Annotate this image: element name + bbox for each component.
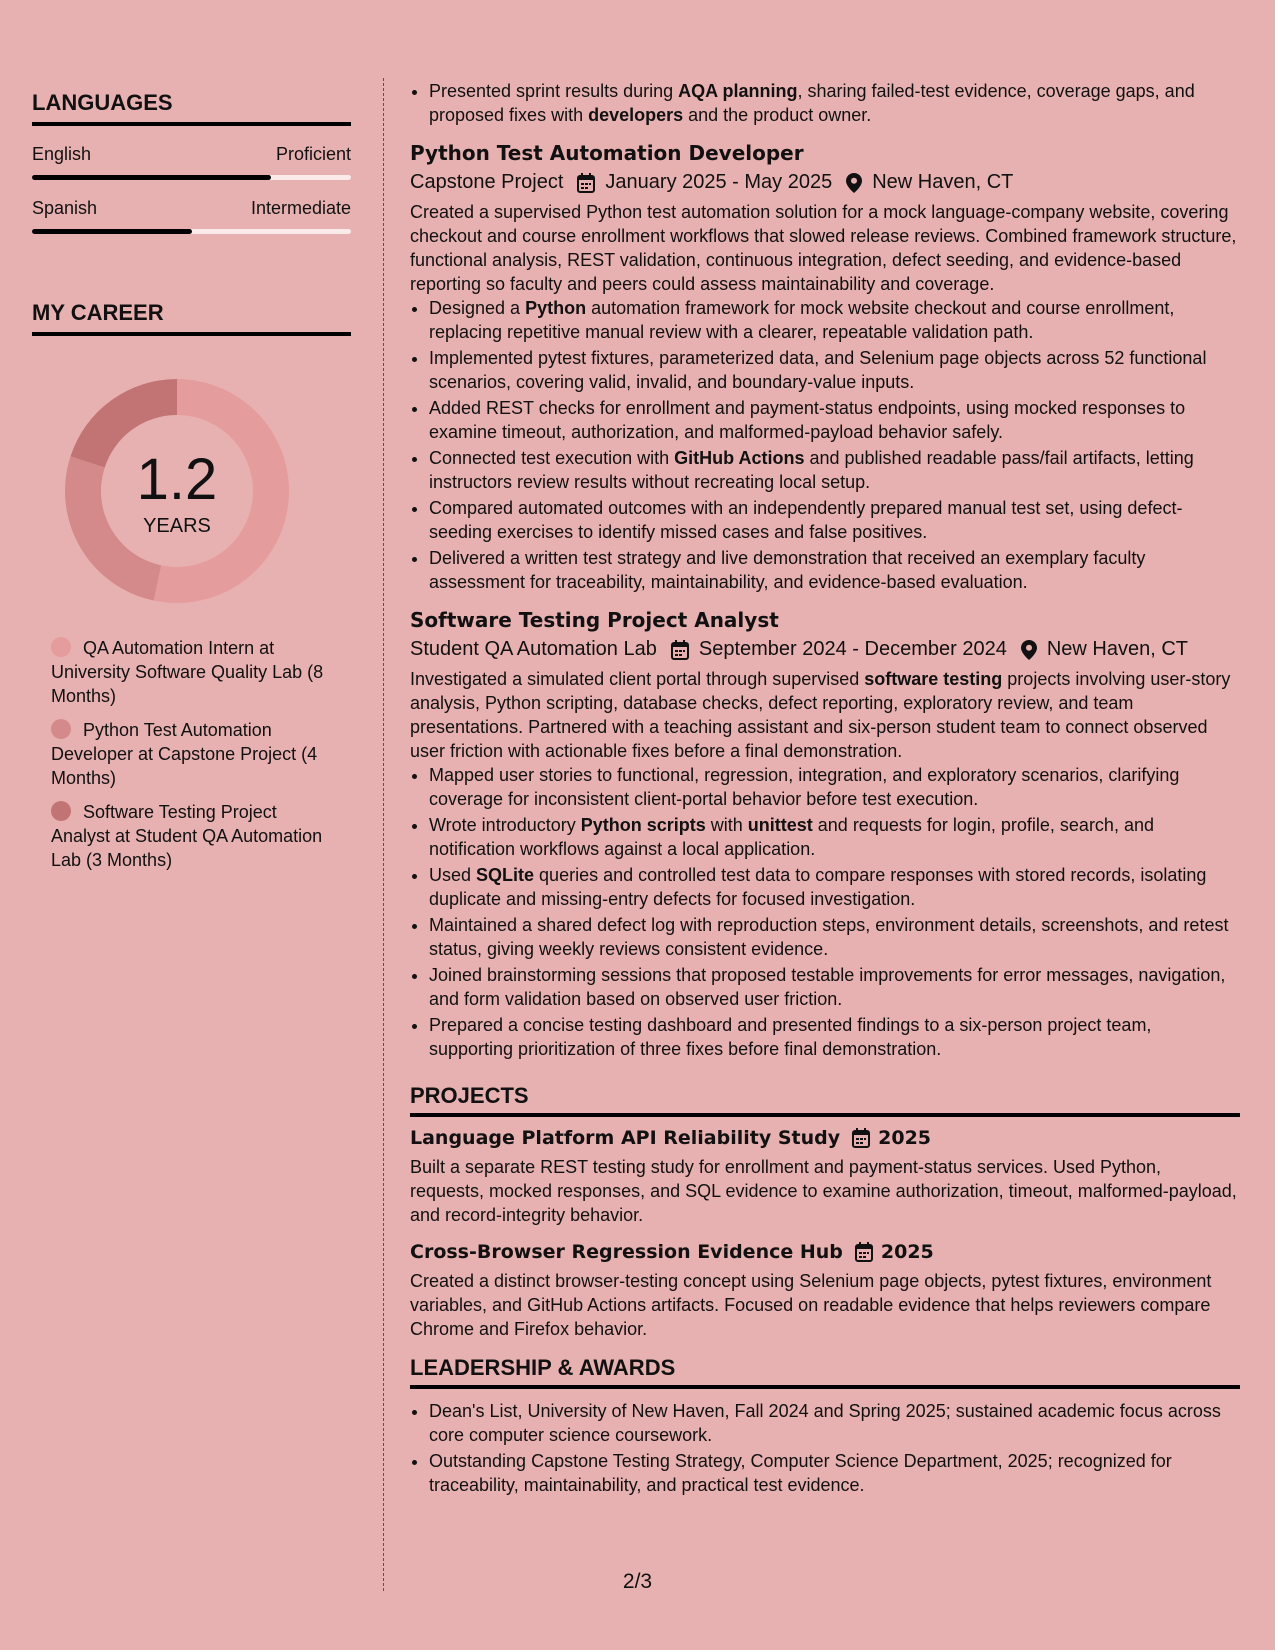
calendar-icon <box>852 1128 870 1148</box>
bullet-item <box>429 446 1240 494</box>
bold-text: unittest <box>747 815 813 835</box>
bold-text: developers <box>588 105 684 125</box>
language-level-fill <box>32 229 192 234</box>
career-years-value: 1.2 <box>136 446 218 512</box>
career-legend-item <box>51 800 331 872</box>
column-divider <box>383 78 384 1591</box>
text-run: Mapped user stories to functional, regression, integration, and exploratory scenarios, clarifying coverage for inconsistent client-portal behavior before test execution. <box>429 765 1180 809</box>
text-run: Created a supervised Python test automation solution for a mock language-company website, covering checkout and course enrollment workflows that slowed release reviews. Combined framework structure, functional analysis, REST validation, continuous integration, defect seeding, and evidence-based reporting so faculty and peers could assess maintainability and coverage. <box>410 202 1237 294</box>
job-location: New Haven, CT <box>1046 638 1188 660</box>
legend-label: Python Test Automation Developer at Capstone Project (4 Months) <box>51 720 318 788</box>
language-list <box>32 144 351 234</box>
map-pin-icon <box>846 173 862 193</box>
text-run: Used <box>429 865 477 885</box>
project-entry <box>410 1127 1240 1227</box>
job-location: New Haven, CT <box>872 171 1014 193</box>
project-description: Built a separate REST testing study for enrollment and payment-status services. Used Python, requests, mocked responses, and SQL evidence to examine authorization, timeout, malformed-payload, and record-integrity behavior. <box>410 1157 1237 1225</box>
main-content <box>410 79 1240 1499</box>
text-run: with <box>705 815 748 835</box>
job-entry <box>410 608 1240 1061</box>
projects-heading: PROJECTS <box>410 1083 1240 1117</box>
bullet-item <box>429 79 1240 127</box>
bullet-item <box>429 913 1240 961</box>
bullet-item <box>429 863 1240 911</box>
text-run: Compared automated outcomes with an independently prepared manual test set, using defect-seeding exercises to identify missed cases and false positives. <box>429 498 1183 542</box>
page-number: 2/3 <box>622 1570 653 1593</box>
job-meta <box>410 638 1240 661</box>
text-run: Prepared a concise testing dashboard and presented findings to a six-person project team, supporting prioritization of three fixes before final demonstration. <box>429 1015 1152 1059</box>
intro-bullets <box>410 79 1240 127</box>
calendar-icon <box>855 1242 873 1262</box>
bold-text: Python scripts <box>580 815 706 835</box>
text-run: automation framework for mock website checkout and course enrollment, replacing repetitive manual review with a clearer, repeatable validation path. <box>429 298 1175 342</box>
bullet-item <box>429 1013 1240 1061</box>
text-run: , sharing failed-test evidence, coverage gaps, and proposed fixes with <box>429 81 1195 125</box>
text-run: Wrote introductory <box>429 815 581 835</box>
bold-text: SQLite <box>476 865 535 885</box>
career-legend-item <box>51 636 331 708</box>
career-legend-item <box>51 718 331 790</box>
text-run: Joined brainstorming sessions that proposed testable improvements for error messages, navigation, and form validation based on observed user friction. <box>429 965 1226 1009</box>
calendar-icon <box>671 640 689 660</box>
bold-text: GitHub Actions <box>674 448 805 468</box>
project-year: 2025 <box>880 1241 934 1263</box>
career-section <box>32 300 351 872</box>
text-run: queries and controlled test data to compare responses with stored records, isolating duplicate and missing-entry defects for focused investigation. <box>429 865 1207 909</box>
legend-label: QA Automation Intern at University Software Quality Lab (8 Months) <box>51 638 324 706</box>
sidebar <box>32 90 351 882</box>
project-entry <box>410 1241 1240 1341</box>
project-title: Language Platform API Reliability Study <box>410 1127 841 1149</box>
text-run: Presented sprint results during <box>429 81 679 101</box>
bullet-item <box>429 963 1240 1011</box>
project-title-row <box>410 1241 1240 1263</box>
language-level-bar <box>32 175 351 180</box>
language-level: Intermediate <box>250 198 351 218</box>
job-organization: Student QA Automation Lab <box>410 638 657 660</box>
text-run: projects involving user-story analysis, Python scripting, database checks, defect reporting, exploratory review, and team presentations. Partnered with a teaching assistant and six-person student team to connect observed user friction with actionable fixes before a final demonstration. <box>410 669 1231 761</box>
job-dates: January 2025 - May 2025 <box>605 171 833 193</box>
text-run: Implemented pytest fixtures, parameterized data, and Selenium page objects across 52 functional scenarios, covering valid, invalid, and boundary-value inputs. <box>429 348 1207 392</box>
bullet-item <box>429 546 1240 594</box>
text-run: Maintained a shared defect log with reproduction steps, environment details, screenshots, and retest status, giving weekly reviews consistent evidence. <box>429 915 1229 959</box>
career-heading: MY CAREER <box>32 300 351 336</box>
bullet-item <box>429 813 1240 861</box>
awards-heading: LEADERSHIP & AWARDS <box>410 1355 1240 1389</box>
job-description <box>410 667 1240 763</box>
text-run: Delivered a written test strategy and live demonstration that received an exemplary faculty assessment for traceability, maintainability, and evidence-based evaluation. <box>429 548 1146 592</box>
job-meta <box>410 171 1240 194</box>
languages-heading: LANGUAGES <box>32 90 351 126</box>
text-run: Connected test execution with <box>429 448 675 468</box>
project-title: Cross-Browser Regression Evidence Hub <box>410 1241 843 1263</box>
language-level-fill <box>32 175 271 180</box>
career-donut <box>62 376 292 606</box>
job-bullets <box>410 296 1240 594</box>
award-item: • Dean's List, University of New Haven, Fall 2024 and Spring 2025; sustained academic focus across core computer science coursework. <box>429 1399 1240 1447</box>
donut-center <box>62 376 292 606</box>
job-entry <box>410 141 1240 594</box>
bullet-item <box>429 396 1240 444</box>
text-run: and published readable pass/fail artifacts, letting instructors review results without recreating local setup. <box>429 448 1194 492</box>
bold-text: Python <box>525 298 587 318</box>
legend-dot <box>51 801 71 821</box>
text-run: Designed a <box>429 298 526 318</box>
job-bullets <box>410 763 1240 1061</box>
project-year: 2025 <box>878 1127 932 1149</box>
text-run: and requests for login, profile, search, and notification workflows against a local application. <box>429 815 1154 859</box>
job-dates: September 2024 - December 2024 <box>698 638 1007 660</box>
language-row <box>32 144 351 165</box>
job-title: Software Testing Project Analyst <box>410 608 779 632</box>
job-title: Python Test Automation Developer <box>410 141 804 165</box>
text-run: Investigated a simulated client portal through supervised <box>410 669 865 689</box>
experience-list <box>410 141 1240 1061</box>
bullet-item <box>429 296 1240 344</box>
bullet-item <box>429 346 1240 394</box>
bullet-item <box>429 496 1240 544</box>
project-title-row <box>410 1127 1240 1149</box>
language-item <box>32 198 351 234</box>
language-row <box>32 198 351 219</box>
legend-label: Software Testing Project Analyst at Student QA Automation Lab (3 Months) <box>51 802 323 870</box>
map-pin-icon <box>1021 640 1037 660</box>
awards-list <box>410 1399 1240 1497</box>
job-organization: Capstone Project <box>410 171 564 193</box>
job-description <box>410 200 1240 296</box>
career-years-label: YEARS <box>143 514 211 537</box>
legend-dot <box>51 637 71 657</box>
language-level-bar <box>32 229 351 234</box>
language-item <box>32 144 351 180</box>
award-item: • Outstanding Capstone Testing Strategy, Computer Science Department, 2025; recognized for traceability, maintainability, and practical test evidence. <box>429 1449 1240 1497</box>
legend-dot <box>51 719 71 739</box>
text-run: Added REST checks for enrollment and payment-status endpoints, using mocked responses to examine timeout, authorization, and malformed-payload behavior safely. <box>429 398 1186 442</box>
bold-text: AQA planning <box>678 81 798 101</box>
career-legend <box>51 636 331 872</box>
language-level: Proficient <box>275 144 351 164</box>
language-name: Spanish <box>32 198 98 218</box>
bullet-item <box>429 763 1240 811</box>
language-name: English <box>32 144 92 164</box>
project-description: Created a distinct browser-testing concept using Selenium page objects, pytest fixtures, environment variables, and GitHub Actions artifacts. Focused on readable evidence that helps reviewers compare Chrome and Firefox behavior. <box>410 1271 1212 1339</box>
calendar-icon <box>577 173 595 193</box>
text-run: and the product owner. <box>683 105 872 125</box>
projects-list <box>410 1127 1240 1341</box>
bold-text: software testing <box>864 669 1003 689</box>
